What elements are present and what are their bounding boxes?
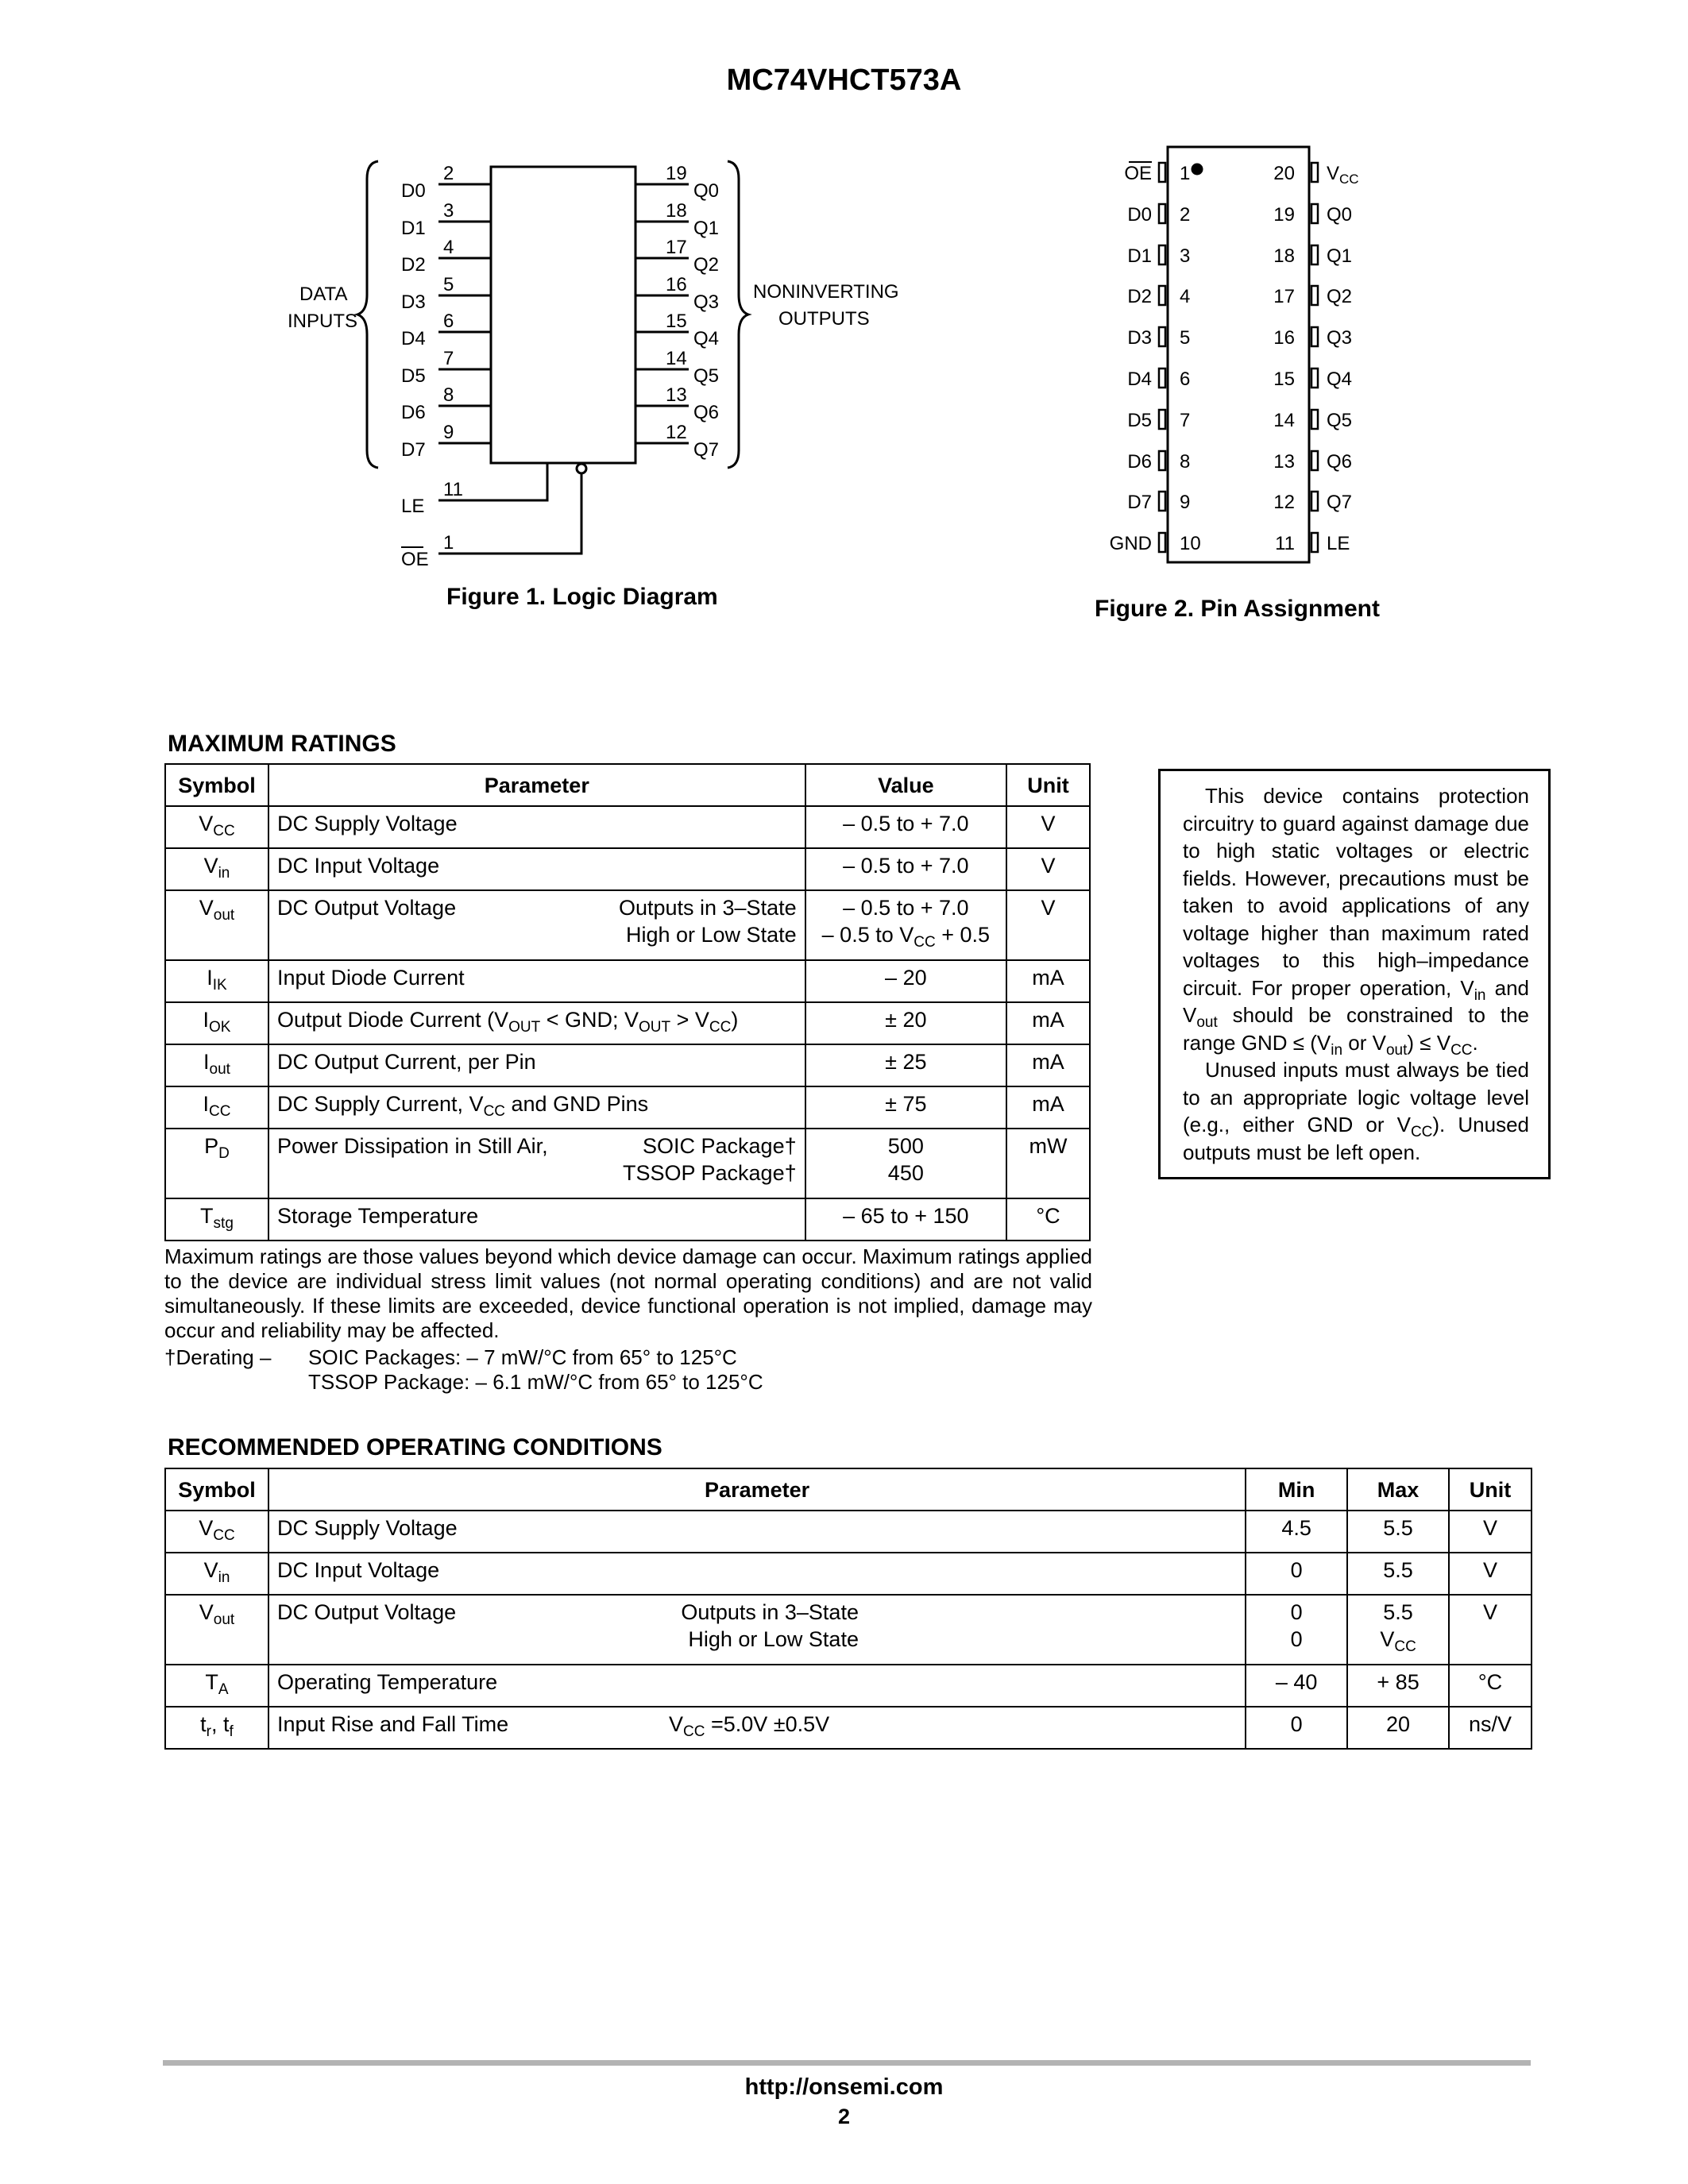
oe-pin-number: 1	[443, 532, 454, 554]
table-row: $T_{stg}$ Storage Temperature – 65 to + 150 °C	[165, 1198, 1090, 1241]
table-row: $T_A$ Operating Temperature – 40 + 85 °C	[165, 1665, 1532, 1707]
right-pin-number: 17	[1273, 286, 1295, 307]
left-pin-label: GND	[1109, 533, 1152, 554]
header-unit: Unit	[1449, 1468, 1532, 1511]
left-pin-stub	[1159, 410, 1165, 429]
left-pin-label: D0	[1127, 204, 1152, 226]
right-pin-number: 15	[1273, 369, 1295, 390]
output-label: Q6	[693, 402, 720, 423]
document-title: MC74VHCT573A	[726, 64, 962, 97]
right-pin-number: 18	[1273, 245, 1295, 267]
pin1-indicator-dot	[1192, 164, 1202, 174]
left-pin-number: 3	[1180, 245, 1191, 267]
left-pin-label: D2	[1127, 286, 1152, 307]
output-pin-number: 16	[666, 274, 687, 295]
left-pin-stub	[1159, 533, 1165, 552]
right-pin-label: Q5	[1327, 410, 1353, 431]
oe-inversion-bubble	[577, 464, 586, 473]
output-pin-number: 12	[666, 422, 687, 443]
output-pin-number: 14	[666, 348, 687, 369]
figure2-caption: Figure 2. Pin Assignment	[1095, 596, 1380, 622]
footer-url-link[interactable]: http://onsemi.com	[744, 2074, 944, 2100]
input-label: D6	[401, 402, 426, 423]
output-pin-number: 18	[666, 200, 687, 222]
table-row: $V_{out}$ DC Output Voltage Outputs in 3–State High or Low State 0 0 5.5 $V_{CC}$ V	[165, 1595, 1532, 1665]
header-unit: Unit	[1006, 764, 1090, 806]
output-pin-number: 19	[666, 163, 687, 184]
input-pin-number: 2	[443, 163, 454, 184]
table-row: $I_{out}$ DC Output Current, per Pin ± 25 mA	[165, 1044, 1090, 1086]
right-pin-stub	[1311, 286, 1318, 305]
outputs-label: NONINVERTING	[753, 281, 899, 303]
input-label: D0	[401, 180, 426, 202]
header-value: Value	[805, 764, 1006, 806]
left-pin-stub	[1159, 204, 1165, 223]
esd-paragraph-1: This device contains protection circuitry to guard against damage due to high static voltages or electric fields. However, precautions must be taken to avoid applications of any voltage higher than maximum rated voltages to this high–impedance circuit. For proper operation, $V_{in}$ and $V_{out}$ should be constrained to the range GND ≤ ($V_{in}$ or $V_{out}) \le V_{CC}$.	[1183, 784, 1529, 1059]
max-ratings-note: Maximum ratings are those values beyond which device damage can occur. Maximum ratings applied to the device are individual stress limit values (not normal operating conditions) and are not valid simultaneously. If these limits are exceeded, device functional operation is not implied, damage may occur and reliability may be affected.	[164, 1244, 1092, 1342]
table-row: $V_{CC}$ DC Supply Voltage 4.5 5.5 V	[165, 1511, 1532, 1553]
left-pin-label: D7	[1127, 492, 1152, 513]
input-pin-number: 8	[443, 384, 454, 406]
left-pin-stub	[1159, 245, 1165, 264]
left-pin-stub	[1159, 451, 1165, 470]
right-pin-number: 19	[1273, 204, 1295, 226]
right-pin-stub	[1311, 245, 1318, 264]
output-label: Q1	[693, 218, 720, 239]
output-brace	[728, 161, 748, 468]
max-ratings-table	[164, 763, 1091, 1241]
left-pin-number: 7	[1180, 410, 1191, 431]
latch-box	[491, 167, 635, 463]
left-pin-label: D6	[1127, 451, 1152, 473]
left-pin-stub	[1159, 369, 1165, 388]
header-min: Min	[1246, 1468, 1347, 1511]
data-inputs-label: DATA	[299, 284, 348, 305]
left-pin-label: D4	[1127, 369, 1152, 390]
output-pin-number: 15	[666, 311, 687, 332]
right-pin-stub	[1311, 451, 1318, 470]
output-label: Q0	[693, 180, 720, 202]
right-pin-stub	[1311, 533, 1318, 552]
left-pin-number: 1	[1180, 163, 1191, 184]
input-pin-number: 3	[443, 200, 454, 222]
right-pin-stub	[1311, 204, 1318, 223]
outputs-label: OUTPUTS	[778, 308, 870, 330]
right-pin-number: 11	[1275, 533, 1295, 554]
left-pin-number: 9	[1180, 492, 1191, 513]
table-row: $V_{in}$ DC Input Voltage 0 5.5 V	[165, 1553, 1532, 1595]
right-pin-label: Q0	[1327, 204, 1353, 226]
right-pin-number: 13	[1273, 451, 1295, 473]
output-label: Q2	[693, 254, 720, 276]
table-row: $I_{CC}$ DC Supply Current, $V_{CC}$ and GND Pins ± 75 mA	[165, 1086, 1090, 1129]
input-pin-number: 5	[443, 274, 454, 295]
pin-assignment-diagram	[1096, 143, 1414, 576]
output-label: Q3	[693, 291, 720, 313]
left-pin-label: OE	[1124, 163, 1152, 184]
right-pin-label: Q3	[1327, 327, 1353, 349]
input-pin-number: 6	[443, 311, 454, 332]
esd-notice-box	[1158, 769, 1551, 1179]
right-pin-stub	[1311, 410, 1318, 429]
left-pin-label: D1	[1127, 245, 1152, 267]
right-pin-stub	[1311, 492, 1318, 511]
input-pin-number: 4	[443, 237, 454, 258]
left-pin-stub	[1159, 286, 1165, 305]
left-pin-number: 10	[1180, 533, 1201, 554]
rec-conditions-title: RECOMMENDED OPERATING CONDITIONS	[168, 1434, 662, 1461]
right-pin-label: $V_{CC}$	[1327, 163, 1359, 187]
right-pin-number: 20	[1273, 163, 1295, 184]
right-pin-stub	[1311, 369, 1318, 388]
right-pin-stub	[1311, 327, 1318, 346]
left-pin-number: 4	[1180, 286, 1191, 307]
table-row: $V_{CC}$ DC Supply Voltage – 0.5 to + 7.0 V	[165, 806, 1090, 848]
footer-divider	[163, 2060, 1531, 2066]
header-parameter: Parameter	[268, 764, 805, 806]
oe-label: OE	[401, 549, 429, 570]
right-pin-number: 16	[1273, 327, 1295, 349]
page-number: 2	[837, 2105, 851, 2128]
right-pin-stub	[1311, 163, 1318, 182]
output-label: Q4	[693, 328, 720, 349]
header-parameter: Parameter	[268, 1468, 1246, 1511]
le-pin-number: 11	[443, 479, 463, 500]
data-inputs-label: INPUTS	[288, 311, 358, 332]
table-row: $I_{OK}$ Output Diode Current ($V_{OUT}$ < GND; $V_{OUT} > V_{CC}$) ± 20 mA	[165, 1002, 1090, 1044]
logic-diagram	[270, 147, 921, 576]
left-pin-number: 2	[1180, 204, 1191, 226]
right-pin-label: Q4	[1327, 369, 1353, 390]
left-pin-number: 6	[1180, 369, 1191, 390]
output-pin-number: 17	[666, 237, 687, 258]
le-label: LE	[401, 496, 425, 517]
derating-tssop: TSSOP Package: – 6.1 mW/°C from 65° to 125°C	[308, 1370, 763, 1394]
right-pin-label: Q2	[1327, 286, 1353, 307]
input-pin-number: 9	[443, 422, 454, 443]
esd-paragraph-2: Unused inputs must always be tied to an appropriate logic voltage level (e.g., either GND or $V_{CC}$). Unused outputs must be left open.	[1183, 1058, 1529, 1164]
table-row: $t_r$, $t_f$ Input Rise and Fall Time $V_{CC} =5.0V \pm 0.5V$ 0 20 ns/V	[165, 1707, 1532, 1749]
input-label: D5	[401, 365, 426, 387]
left-pin-label: D5	[1127, 410, 1152, 431]
right-pin-label: Q6	[1327, 451, 1353, 473]
table-row: $V_{out}$ DC Output Voltage Outputs in 3–State High or Low State – 0.5 to + 7.0 – 0.5 to $V_{CC} + 0.5$ V	[165, 890, 1090, 960]
header-symbol: Symbol	[165, 1468, 268, 1511]
left-pin-stub	[1159, 163, 1165, 182]
header-symbol: Symbol	[165, 764, 268, 806]
right-pin-label: LE	[1327, 533, 1350, 554]
derating-soic: SOIC Packages: – 7 mW/°C from 65° to 125°C	[308, 1345, 737, 1369]
input-label: D3	[401, 291, 426, 313]
left-pin-number: 8	[1180, 451, 1191, 473]
right-pin-label: Q1	[1327, 245, 1353, 267]
right-pin-number: 12	[1273, 492, 1295, 513]
left-pin-number: 5	[1180, 327, 1191, 349]
output-label: Q5	[693, 365, 720, 387]
input-label: D4	[401, 328, 426, 349]
rec-conditions-table	[164, 1468, 1532, 1750]
derating-label: †Derating –	[164, 1345, 272, 1369]
input-label: D2	[401, 254, 426, 276]
table-row: $P_D$ Power Dissipation in Still Air, SOIC Package† TSSOP Package† 500 450 mW	[165, 1129, 1090, 1198]
input-label: D7	[401, 439, 426, 461]
max-ratings-title: MAXIMUM RATINGS	[168, 731, 396, 757]
figure1-caption: Figure 1. Logic Diagram	[446, 584, 718, 610]
output-label: Q7	[693, 439, 720, 461]
header-max: Max	[1347, 1468, 1449, 1511]
output-pin-number: 13	[666, 384, 687, 406]
input-pin-number: 7	[443, 348, 454, 369]
right-pin-number: 14	[1273, 410, 1295, 431]
left-pin-stub	[1159, 492, 1165, 511]
input-brace	[357, 161, 378, 468]
table-row: $I_{IK}$ Input Diode Current – 20 mA	[165, 960, 1090, 1002]
left-pin-stub	[1159, 327, 1165, 346]
input-label: D1	[401, 218, 426, 239]
right-pin-label: Q7	[1327, 492, 1353, 513]
left-pin-label: D3	[1127, 327, 1152, 349]
table-row: $V_{in}$ DC Input Voltage – 0.5 to + 7.0 V	[165, 848, 1090, 890]
